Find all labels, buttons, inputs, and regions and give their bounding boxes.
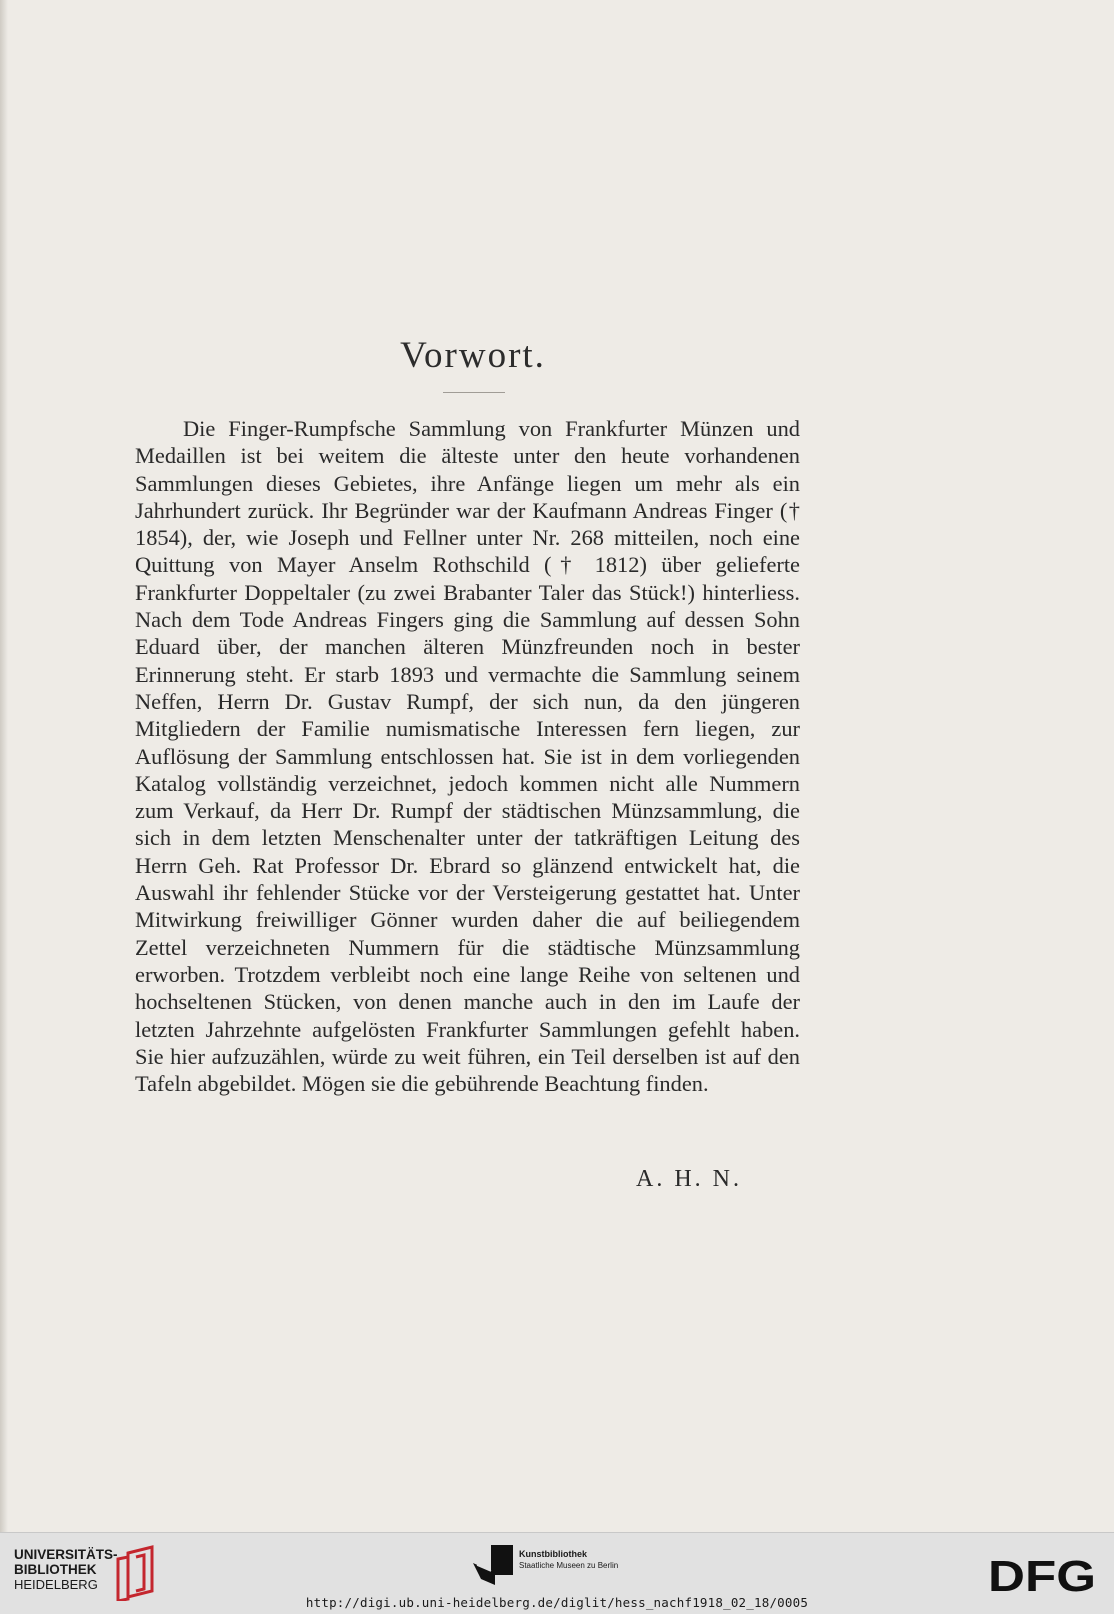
kunstbibliothek-subtitle: Staatliche Museen zu Berlin — [519, 1561, 619, 1570]
university-library-logo[interactable] — [14, 1547, 164, 1599]
page-title: Vorwort. — [400, 335, 546, 376]
library-emblem-icon — [114, 1545, 164, 1601]
foreword-paragraph: Die Finger-Rumpfsche Sammlung von Frankfurter Münzen und Medaillen ist bei weitem die älteste unter den heute vorhandenen Sammlungen dieses Gebietes, ihre Anfänge liegen um mehr als ein Jahrhundert zurück. Ihr Begründer war der Kaufmann Andreas Finger († 1854), der, wie Joseph und Fellner unter Nr. 268 mitteilen, noch eine Quittung von Mayer Anselm Rothschild († 1812) über gelieferte Frankfurter Doppeltaler (zu zwei Brabanter Taler das Stück!) hinterliess. Nach dem Tode Andreas Fingers ging die Sammlung auf dessen Sohn Eduard über, der manchen älteren Münzfreunden noch in bester Erinnerung steht. Er starb 1893 und vermachte die Sammlung seinem Neffen, Herrn Dr. Gustav Rumpf, der sich nun, da den jüngeren Mitgliedern der Familie numismatische Interessen fern liegen, zur Auflösung der Sammlung entschlossen hat. Sie ist in dem vorliegenden Katalog vollständig verzeichnet, jedoch kommen nicht alle Nummern zum Verkauf, da Herr Dr. Rumpf der städtischen Münzsammlung, die sich in dem letzten Menschenalter unter der tatkräftigen Leitung des Herrn Geh. Rat Professor Dr. Ebrard so glänzend entwickelt hat, die Auswahl ihr fehlender Stücke vor der Versteigerung gestattet hat. Unter Mitwirkung freiwilliger Gönner wurden daher die auf beiliegendem Zettel verzeichneten Nummern für die städtische Münzsammlung erworben. Trotzdem verbleibt noch eine lange Reihe von seltenen und hochseltenen Stücken, von denen manche auch in den im Laufe der letzten Jahrzehnte aufgelösten Frankfurter Sammlungen gefehlt haben. Sie hier aufzuzählen, würde zu weit führen, ein Teil derselben ist auf den Tafeln abgebildet. Mögen sie die gebührende Beachtung finden. — [135, 416, 800, 1097]
dfg-logo-text: DFG — [988, 1553, 1096, 1595]
title-divider — [443, 392, 505, 393]
kunstbibliothek-emblem-icon — [473, 1545, 515, 1585]
permalink-url[interactable]: http://digi.ub.uni-heidelberg.de/diglit/hess_nachf1918_02_18/0005 — [305, 1595, 809, 1610]
author-signature: A. H. N. — [636, 1166, 742, 1192]
digitization-footer — [0, 1532, 1114, 1614]
library-logo-line3: HEIDELBERG — [14, 1577, 98, 1592]
university-library-wordmark — [14, 1547, 118, 1592]
library-logo-line2: BIBLIOTHEK — [14, 1562, 97, 1577]
kunstbibliothek-name: Kunstbibliothek — [519, 1549, 587, 1559]
page-edge-shadow — [0, 0, 8, 1532]
dfg-logo[interactable] — [988, 1553, 1098, 1595]
library-logo-line1: UNIVERSITÄTS- — [14, 1547, 118, 1562]
